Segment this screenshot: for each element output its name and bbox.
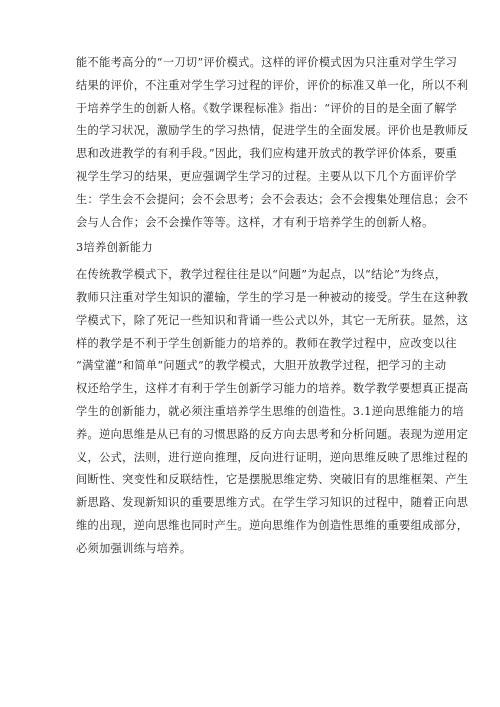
paragraph-evaluation	[76, 52, 469, 234]
text-line: 间断性、突变性和反联结性，它是摆脱思维定势、突破旧有的思维框架、产生	[76, 473, 469, 487]
text-line: 维的出现，逆向思维也同时产生。逆向思维作为创造性思维的重要组成部分，	[76, 518, 469, 532]
text-line: 学生的创新能力，就必须注重培养学生思维的创造性。3.1逆向思维能力的培	[76, 404, 465, 418]
text-line: 义，公式，法则，进行逆向推理，反向进行证明，逆向思维反映了思维过程的	[76, 450, 469, 464]
text-line: 于培养学生的创新人格。《数学课程标准》指出：“评价的目的是全面了解学	[76, 101, 458, 115]
text-line: 样的教学是不利于学生创新能力的培养的。教师在教学过程中，应改变以往	[76, 336, 457, 350]
text-line: 新思路、发现新知识的重要思维方式。在学生学习知识的过程中，随着正向思	[76, 496, 469, 510]
text-line: 学模式下，除了死记一些知识和背诵一些公式以外，其它一无所获。显然，这	[76, 313, 469, 327]
paragraph-innovation	[76, 264, 469, 560]
text-line: 能不能考高分的“一刀切”评价模式。这样的评价模式因为只注重对学生学习	[76, 56, 458, 69]
text-line: 思和改进教学的有利手段。”因此，我们应构建开放式的教学评价体系，要重	[76, 147, 458, 161]
document-page	[76, 52, 469, 561]
text-line: 养。逆向思维是从已有的习惯思路的反方向去思考和分析问题。表现为逆用定	[76, 427, 469, 441]
text-line: 会与人合作；会不会操作等等。这样，才有利于培养学生的创新人格。	[76, 215, 434, 229]
section-heading: 3培养创新能力	[76, 241, 154, 255]
text-line: “满堂灌”和简单“问题式”的教学模式，大胆开放教学过程，把学习的主动	[76, 359, 447, 373]
text-line: 权还给学生，这样才有利于学生创新学习能力的培养。数学教学要想真正提高	[76, 382, 469, 396]
text-line: 结果的评价，不注重对学生学习过程的评价，评价的标准又单一化，所以不利	[76, 78, 469, 92]
text-line: 生的学习状况，激励学生的学习热情，促进学生的全面发展。评价也是教师反	[76, 124, 469, 138]
text-line: 教师只注重对学生知识的灌输，学生的学习是一种被动的接受。学生在这种教	[76, 290, 469, 304]
text-line: 生：学生会不会提问；会不会思考；会不会表达；会不会搜集处理信息；会不	[76, 192, 469, 206]
text-line: 在传统教学模式下，教学过程往往是以“问题”为起点，以“结论”为终点，	[76, 268, 447, 282]
text-line: 视学生学习的结果，更应强调学生学习的过程。主要从以下几个方面评价学	[76, 169, 457, 183]
text-line: 必须加强训练与培养。	[76, 541, 192, 555]
